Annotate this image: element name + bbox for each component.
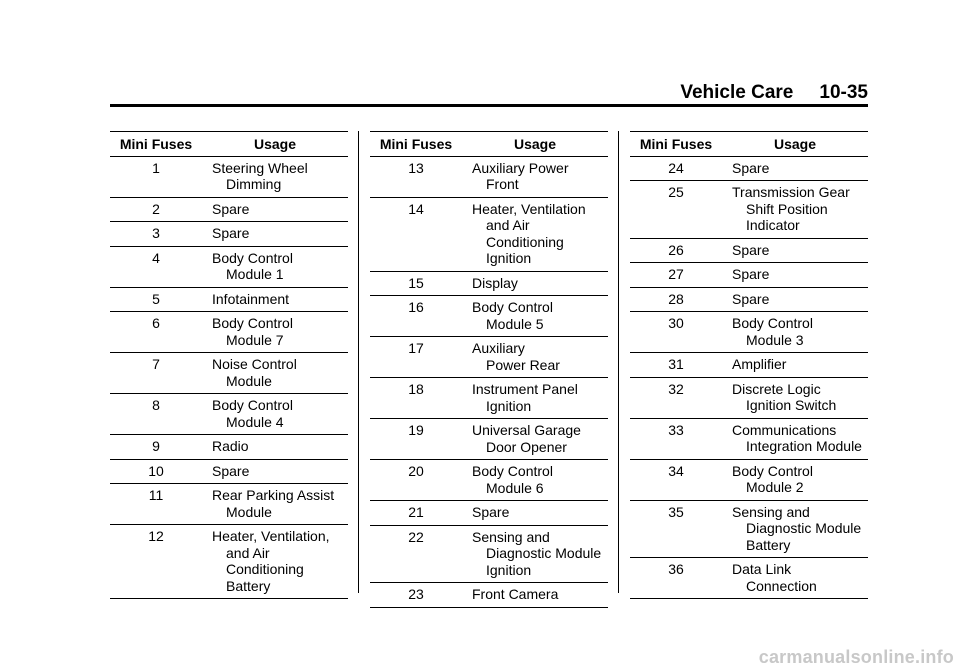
- fuse-number: 20: [408, 463, 424, 479]
- table-row: [630, 353, 868, 378]
- usage-line: Radio: [212, 438, 249, 454]
- header-mini-fuses: Mini Fuses: [379, 136, 453, 152]
- table-row: [110, 312, 348, 353]
- usage-line: Rear Parking Assist: [212, 487, 335, 503]
- table-row: [630, 263, 868, 288]
- fuse-number: 15: [408, 274, 424, 291]
- fuse-usage: [202, 222, 348, 247]
- fuse-number: 10: [148, 462, 164, 479]
- header-rule: [110, 104, 868, 107]
- fuse-number: 21: [408, 504, 424, 520]
- table-row: [630, 459, 868, 500]
- fuse-number: 23: [408, 586, 424, 602]
- fuse-number: 17: [408, 340, 424, 356]
- fuse-number: 19: [408, 422, 424, 438]
- fuse-number: 18: [408, 381, 424, 397]
- usage-line: Instrument Panel: [472, 381, 578, 397]
- header-mini-fuses: Mini Fuses: [119, 136, 193, 152]
- table-row: [630, 238, 868, 263]
- table-row: [370, 156, 608, 197]
- usage-line: Integration Module: [746, 438, 862, 454]
- fuse-number: 9: [152, 438, 160, 454]
- fuse-usage: [462, 460, 608, 501]
- fuse-usage: [202, 435, 348, 460]
- header-usage: Usage: [773, 136, 817, 152]
- fuse-usage: [462, 583, 608, 608]
- fuse-usage: [722, 156, 868, 181]
- column-divider: [358, 131, 359, 593]
- column-divider: [618, 131, 619, 593]
- usage-line: Infotainment: [212, 290, 290, 307]
- fuse-number: 31: [668, 356, 684, 372]
- fuse-usage: [202, 525, 348, 599]
- usage-line: Indicator: [746, 217, 800, 233]
- fuse-usage: [202, 312, 348, 353]
- table-row: [630, 377, 868, 418]
- fuse-number: 13: [408, 159, 424, 176]
- table-row: [630, 287, 868, 312]
- fuse-number: 36: [668, 561, 684, 577]
- table-row: [110, 353, 348, 394]
- table-row: [110, 197, 348, 222]
- usage-line: Body Control: [472, 299, 553, 315]
- fuse-table-2: [370, 131, 608, 608]
- fuse-table: [630, 131, 868, 599]
- usage-line: Noise Control: [212, 356, 297, 372]
- fuse-usage: [722, 181, 868, 239]
- page-number: 10-35: [819, 82, 868, 103]
- usage-line: Spare: [732, 241, 770, 258]
- table-header-row: [110, 132, 348, 157]
- usage-line: Body Control: [212, 397, 293, 413]
- usage-line: Body Control: [732, 462, 813, 479]
- fuse-usage: [202, 484, 348, 525]
- table-header-row: [370, 132, 608, 157]
- usage-line: Auxiliary Power: [472, 159, 569, 176]
- fuse-usage: [722, 418, 868, 459]
- fuse-number: 16: [408, 299, 424, 315]
- usage-line: Ignition Switch: [746, 397, 837, 413]
- usage-line: Body Control: [212, 315, 293, 331]
- fuse-number: 26: [668, 241, 684, 258]
- usage-line: Body Control: [472, 463, 553, 479]
- usage-line: Module 1: [226, 266, 284, 282]
- table-row: [630, 312, 868, 353]
- fuse-number: 22: [408, 528, 424, 545]
- fuse-number: 8: [152, 397, 160, 413]
- usage-line: Body Control: [732, 315, 813, 331]
- fuse-usage: [722, 558, 868, 599]
- usage-line: Dimming: [226, 176, 282, 192]
- fuse-number: 1: [152, 159, 160, 176]
- usage-line: Universal Garage: [472, 422, 581, 438]
- fuse-number: 2: [152, 200, 160, 217]
- table-row: [630, 181, 868, 239]
- fuse-number: 35: [668, 503, 684, 520]
- fuse-usage: [462, 525, 608, 583]
- usage-line: Spare: [732, 266, 770, 282]
- usage-line: Module: [226, 372, 272, 389]
- usage-line: Spare: [212, 200, 250, 217]
- table-row: [110, 156, 348, 197]
- table-row: [370, 583, 608, 608]
- usage-line: Spare: [732, 159, 770, 176]
- fuse-table: [370, 131, 608, 608]
- usage-line: Body Control: [212, 249, 293, 266]
- table-row: [110, 459, 348, 484]
- usage-line: Front: [486, 176, 519, 192]
- usage-line: Connection: [746, 577, 817, 594]
- fuse-number: 30: [668, 315, 684, 331]
- table-row: [370, 501, 608, 526]
- table-row: [630, 500, 868, 558]
- table-row: [110, 525, 348, 599]
- table-row: [370, 378, 608, 419]
- usage-line: Spare: [212, 462, 250, 479]
- usage-line: Spare: [472, 504, 510, 520]
- fuse-usage: [462, 378, 608, 419]
- fuse-usage: [722, 238, 868, 263]
- fuse-usage: [462, 271, 608, 296]
- fuse-number: 33: [668, 421, 684, 438]
- fuse-table: [110, 131, 348, 599]
- fuse-usage: [202, 197, 348, 222]
- fuse-number: 3: [152, 225, 160, 241]
- fuse-table-1: [110, 131, 348, 599]
- usage-line: Display: [472, 274, 518, 291]
- usage-line: Front Camera: [472, 586, 559, 602]
- usage-line: Spare: [212, 225, 250, 241]
- fuse-usage: [722, 312, 868, 353]
- fuse-number: 25: [668, 184, 684, 200]
- fuse-number: 32: [668, 380, 684, 397]
- usage-line: Module 7: [226, 331, 284, 348]
- table-header-row: [630, 132, 868, 157]
- usage-line: and Air Conditioning: [486, 217, 564, 250]
- fuse-number: 5: [152, 290, 160, 307]
- usage-line: Transmission Gear: [732, 184, 850, 200]
- fuse-number: 11: [148, 487, 164, 503]
- fuse-number: 7: [152, 356, 160, 372]
- usage-line: Module 2: [746, 479, 804, 495]
- fuse-number: 6: [152, 315, 160, 331]
- table-row: [630, 156, 868, 181]
- table-row: [110, 394, 348, 435]
- usage-line: and Air Conditioning: [226, 544, 304, 577]
- fuse-number: 28: [668, 290, 684, 307]
- table-row: [370, 296, 608, 337]
- header-usage: Usage: [513, 136, 557, 152]
- usage-line: Diagnostic Module: [746, 520, 862, 536]
- table-row: [370, 337, 608, 378]
- usage-line: Discrete Logic: [732, 380, 821, 397]
- usage-line: Auxiliary: [472, 340, 525, 356]
- table-row: [110, 222, 348, 247]
- fuse-usage: [202, 287, 348, 312]
- page-header: [680, 82, 868, 104]
- usage-line: Steering Wheel: [212, 159, 308, 176]
- usage-line: Ignition: [486, 397, 532, 414]
- usage-line: Module: [226, 503, 272, 520]
- table-row: [630, 558, 868, 599]
- usage-line: Sensing and: [472, 528, 550, 545]
- fuse-usage: [722, 263, 868, 288]
- fuse-usage: [462, 197, 608, 271]
- usage-line: Power Rear: [486, 356, 560, 373]
- fuse-table-3: [630, 131, 868, 599]
- fuse-usage: [722, 287, 868, 312]
- fuse-number: 4: [152, 249, 160, 266]
- usage-line: Battery: [226, 577, 271, 594]
- header-mini-fuses: Mini Fuses: [639, 136, 713, 152]
- table-row: [110, 287, 348, 312]
- table-row: [370, 460, 608, 501]
- header-usage: Usage: [253, 136, 297, 152]
- fuse-number: 27: [668, 266, 684, 282]
- table-row: [110, 484, 348, 525]
- usage-line: Battery: [746, 536, 791, 553]
- usage-line: Module 6: [486, 479, 544, 496]
- section-title: Vehicle Care: [680, 82, 794, 103]
- usage-line: Communications: [732, 421, 837, 438]
- usage-line: Module 3: [746, 331, 804, 348]
- usage-line: Door Opener: [486, 438, 567, 455]
- fuse-usage: [202, 156, 348, 197]
- table-row: [110, 435, 348, 460]
- fuse-usage: [202, 353, 348, 394]
- usage-line: Amplifier: [732, 356, 787, 372]
- usage-line: Sensing and: [732, 503, 810, 520]
- table-row: [370, 419, 608, 460]
- fuse-usage: [462, 337, 608, 378]
- fuse-usage: [722, 500, 868, 558]
- table-row: [370, 271, 608, 296]
- table-row: [370, 525, 608, 583]
- fuse-usage: [462, 501, 608, 526]
- usage-line: Module 4: [226, 413, 284, 430]
- fuse-usage: [462, 156, 608, 197]
- fuse-number: 14: [408, 200, 424, 217]
- fuse-usage: [722, 353, 868, 378]
- fuse-number: 24: [668, 159, 684, 176]
- usage-line: Module 5: [486, 315, 544, 332]
- table-row: [370, 197, 608, 271]
- usage-line: Spare: [732, 290, 770, 307]
- fuse-usage: [722, 459, 868, 500]
- fuse-usage: [202, 459, 348, 484]
- usage-line: Data Link: [732, 561, 792, 577]
- table-row: [630, 418, 868, 459]
- fuse-number: 34: [668, 462, 684, 479]
- fuse-usage: [462, 419, 608, 460]
- fuse-usage: [462, 296, 608, 337]
- usage-line: Ignition: [486, 250, 532, 266]
- usage-line: Diagnostic Module: [486, 545, 602, 561]
- fuse-usage: [202, 246, 348, 287]
- usage-line: Heater, Ventilation: [472, 200, 586, 217]
- table-row: [110, 246, 348, 287]
- usage-line: Heater, Ventilation,: [212, 528, 330, 544]
- fuse-number: 12: [148, 528, 164, 544]
- usage-line: Shift Position: [746, 200, 828, 217]
- usage-line: Ignition: [486, 561, 532, 578]
- fuse-usage: [202, 394, 348, 435]
- fuse-usage: [722, 377, 868, 418]
- watermark: carmanualsonline.info: [758, 647, 954, 667]
